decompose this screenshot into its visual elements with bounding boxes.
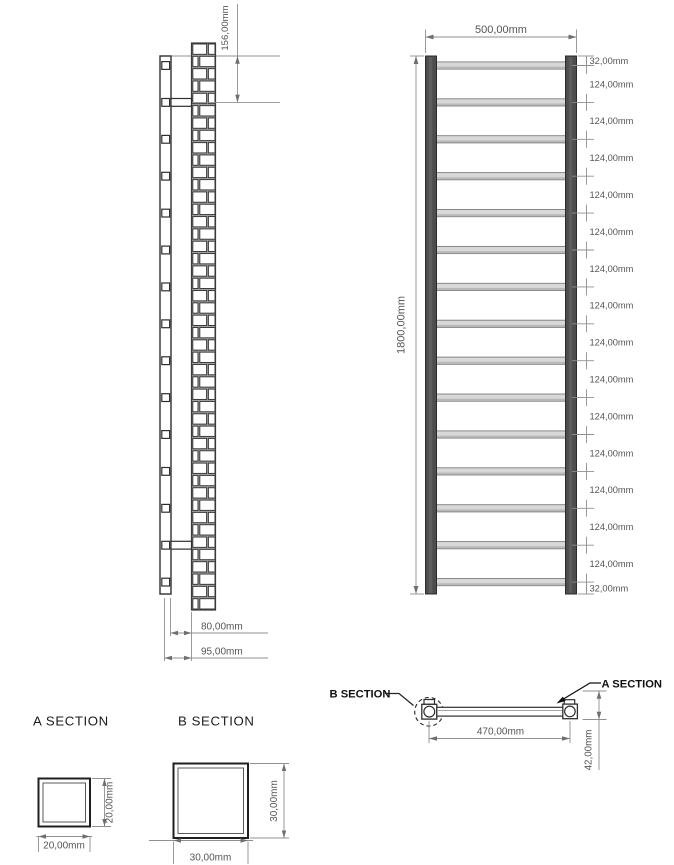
- brick: [193, 364, 207, 374]
- rung-shade: [437, 436, 565, 438]
- brick: [193, 192, 207, 202]
- wall-brackets: [171, 99, 192, 550]
- arrowhead-icon: [235, 95, 240, 103]
- arrowhead-icon: [597, 712, 602, 720]
- rung-spacing-label: 124,00mm: [589, 116, 634, 127]
- dim-label-b-width: 30,00mm: [189, 852, 232, 864]
- brick: [200, 599, 215, 609]
- rung-spacing-label: 124,00mm: [589, 226, 634, 237]
- arrowhead-icon: [426, 35, 434, 40]
- dim-label-a-width: 20,00mm: [43, 840, 85, 852]
- rung-spacing-label: 124,00mm: [589, 263, 634, 274]
- dim-label-depth: 42,00mm: [583, 729, 595, 771]
- dim-label-width: 500,00mm: [475, 24, 527, 36]
- brick: [200, 229, 215, 239]
- section-a-title: A SECTION: [33, 713, 109, 729]
- side-rung-section: [162, 320, 170, 328]
- brick: [193, 562, 207, 572]
- brick: [200, 352, 215, 362]
- brick: [200, 81, 215, 91]
- brick: [208, 192, 215, 202]
- front-view: [396, 24, 634, 594]
- arrowhead-icon: [235, 56, 240, 64]
- side-rung-section: [162, 135, 170, 143]
- section-a-inner-profile: [43, 783, 86, 822]
- rung-shade: [437, 288, 565, 290]
- dim-length: [429, 721, 570, 743]
- rung-shade: [437, 362, 565, 364]
- brick: [193, 599, 198, 609]
- dim-label-top-offset: 156,00mm: [220, 5, 231, 51]
- brick: [193, 549, 198, 559]
- brick: [193, 118, 207, 128]
- brick: [193, 475, 198, 485]
- rung-spacing-label: 124,00mm: [589, 79, 634, 90]
- brick: [193, 389, 207, 399]
- brick: [200, 204, 215, 214]
- brick: [193, 537, 207, 547]
- dim-width: [426, 24, 577, 53]
- dim-bottom-offsets: [165, 598, 269, 661]
- brick: [193, 401, 198, 411]
- rung-spacing-label: 32,00mm: [589, 583, 629, 594]
- brick: [193, 426, 198, 436]
- brick: [200, 426, 215, 436]
- rung-shade: [437, 325, 565, 327]
- brick: [200, 254, 215, 264]
- side-rung-section: [162, 504, 170, 512]
- brick: [193, 414, 207, 424]
- brick: [193, 217, 207, 227]
- brick: [200, 574, 215, 584]
- rung-spacing-label: 32,00mm: [589, 56, 629, 67]
- brick: [208, 291, 215, 301]
- arrowhead-icon: [282, 831, 286, 839]
- arrowhead-icon: [414, 56, 419, 64]
- section-b-inner-profile: [178, 768, 244, 834]
- rail-highlight: [569, 57, 573, 593]
- rung-shade: [437, 473, 565, 475]
- brick: [200, 500, 215, 510]
- brick: [193, 315, 207, 325]
- side-rung-section: [162, 283, 170, 291]
- dim-label-height: 1800,00mm: [395, 295, 408, 355]
- rung-shade: [437, 399, 565, 401]
- dim-156: [220, 4, 240, 102]
- arrowhead-icon: [429, 736, 437, 740]
- brick: [193, 377, 198, 387]
- brick: [200, 401, 215, 411]
- side-rung-section: [162, 578, 170, 586]
- brick: [208, 167, 215, 177]
- rung-shade: [437, 583, 565, 585]
- plan-view: [330, 679, 663, 771]
- brick: [200, 451, 215, 461]
- arrowhead-icon: [282, 764, 286, 772]
- brick: [193, 229, 198, 239]
- brick: [193, 291, 207, 301]
- brick: [193, 278, 198, 288]
- arrowhead-icon: [562, 736, 570, 740]
- side-rung-section: [162, 62, 170, 70]
- dim-label-95: 95,00mm: [201, 646, 243, 658]
- arrowhead-icon: [171, 631, 179, 635]
- rung-shade: [437, 177, 565, 179]
- brick: [200, 130, 215, 140]
- arrowhead-icon: [414, 586, 419, 594]
- side-rung-sections: [162, 62, 170, 586]
- brick: [193, 586, 207, 596]
- side-rung-section: [162, 246, 170, 254]
- brick: [200, 525, 215, 535]
- brick: [193, 106, 198, 116]
- rung-spacing-label: 124,00mm: [589, 189, 634, 200]
- brick: [193, 130, 198, 140]
- brick: [193, 204, 198, 214]
- brick: [193, 155, 198, 165]
- wall-bracket: [171, 99, 192, 107]
- rung-spacing-label: 124,00mm: [589, 300, 634, 311]
- arrowhead-icon: [569, 35, 577, 40]
- brick: [208, 315, 215, 325]
- dim-label-length: 470,00mm: [476, 726, 525, 738]
- side-rung-section: [162, 431, 170, 439]
- rung-spacing-label: 124,00mm: [589, 485, 634, 496]
- brick: [208, 44, 215, 54]
- brick: [193, 525, 198, 535]
- brick-wall: [192, 43, 216, 610]
- rung-shade: [437, 104, 565, 106]
- side-rung-section: [162, 541, 170, 549]
- brick: [193, 241, 207, 251]
- brick: [208, 438, 215, 448]
- brick: [193, 180, 198, 190]
- rung-spacing-label: 124,00mm: [589, 153, 634, 164]
- dim-label-a-height: 20,00mm: [104, 781, 116, 824]
- rung-spacing-label: 124,00mm: [589, 411, 634, 422]
- brick: [208, 69, 215, 79]
- rung-shade: [437, 509, 565, 511]
- brick: [200, 155, 215, 165]
- rung-shade: [437, 546, 565, 548]
- brick: [208, 118, 215, 128]
- brick: [208, 414, 215, 424]
- rail-highlight: [429, 57, 433, 593]
- brick: [193, 81, 198, 91]
- right-end-tab: [564, 700, 575, 704]
- brick: [208, 488, 215, 498]
- brick: [200, 303, 215, 313]
- b-section-callout-label: B SECTION: [329, 688, 391, 701]
- brick: [193, 574, 198, 584]
- arrowhead-icon: [165, 656, 173, 660]
- side-rung-section: [162, 172, 170, 180]
- side-rung-section: [162, 394, 170, 402]
- brick: [208, 266, 215, 276]
- wall-bracket: [171, 541, 192, 549]
- front-rungs: [437, 62, 566, 586]
- rung-shade: [437, 214, 565, 216]
- brick: [208, 364, 215, 374]
- dim-depth: [583, 691, 607, 770]
- brick: [193, 451, 198, 461]
- side-rung-section: [162, 468, 170, 476]
- side-rung-section: [162, 209, 170, 217]
- brick: [193, 303, 198, 313]
- dim-label-80: 80,00mm: [201, 621, 243, 633]
- brick: [193, 512, 207, 522]
- brick: [200, 56, 215, 66]
- brick: [200, 106, 215, 116]
- brick: [193, 69, 207, 79]
- brick: [193, 254, 198, 264]
- plan-bar: [437, 707, 563, 716]
- brick: [200, 278, 215, 288]
- rung-shade: [437, 67, 565, 69]
- brick: [200, 377, 215, 387]
- rung-shade: [437, 140, 565, 142]
- arrowhead-icon: [184, 631, 192, 635]
- section-a-view: [33, 714, 116, 853]
- dim-height: [396, 56, 425, 594]
- rung-spacing-label: 124,00mm: [589, 522, 634, 533]
- brick: [193, 167, 207, 177]
- a-section-callout-label: A SECTION: [601, 678, 662, 691]
- brick: [208, 537, 215, 547]
- brick: [208, 389, 215, 399]
- brick: [193, 438, 207, 448]
- arrowhead-icon: [597, 691, 602, 699]
- brick: [193, 340, 207, 350]
- brick: [208, 586, 215, 596]
- brick: [200, 475, 215, 485]
- brick: [200, 328, 215, 338]
- arrowhead-icon: [184, 656, 192, 660]
- brick: [193, 328, 198, 338]
- right-end-circle: [565, 706, 576, 717]
- brick: [208, 143, 215, 153]
- section-b-view: [149, 714, 289, 865]
- brick: [208, 562, 215, 572]
- brick: [193, 266, 207, 276]
- rung-spacing-label: 124,00mm: [589, 337, 634, 348]
- brick: [208, 217, 215, 227]
- brick: [193, 352, 198, 362]
- brick: [193, 44, 207, 54]
- brick: [208, 463, 215, 473]
- brick: [208, 340, 215, 350]
- left-end-circle: [424, 706, 435, 717]
- side-view: [160, 4, 280, 661]
- rung-spacing-label: 124,00mm: [589, 558, 634, 569]
- brick: [208, 241, 215, 251]
- side-rung-section: [162, 99, 170, 107]
- brick: [208, 512, 215, 522]
- section-b-title: B SECTION: [178, 713, 255, 729]
- arrowhead-icon: [39, 834, 47, 838]
- brick: [200, 180, 215, 190]
- rung-spacing-label: 124,00mm: [589, 374, 634, 385]
- rung-shade: [437, 251, 565, 253]
- dim-label-b-height: 30,00mm: [269, 780, 280, 822]
- arrowhead-icon: [83, 834, 91, 838]
- side-rung-section: [162, 357, 170, 365]
- brick: [193, 56, 198, 66]
- brick: [200, 549, 215, 559]
- brick: [193, 463, 207, 473]
- brick: [193, 500, 198, 510]
- brick: [193, 488, 207, 498]
- brick: [193, 143, 207, 153]
- left-end-tab: [424, 700, 435, 705]
- rung-spacing-dims: [572, 56, 634, 594]
- rung-spacing-label: 124,00mm: [589, 448, 634, 459]
